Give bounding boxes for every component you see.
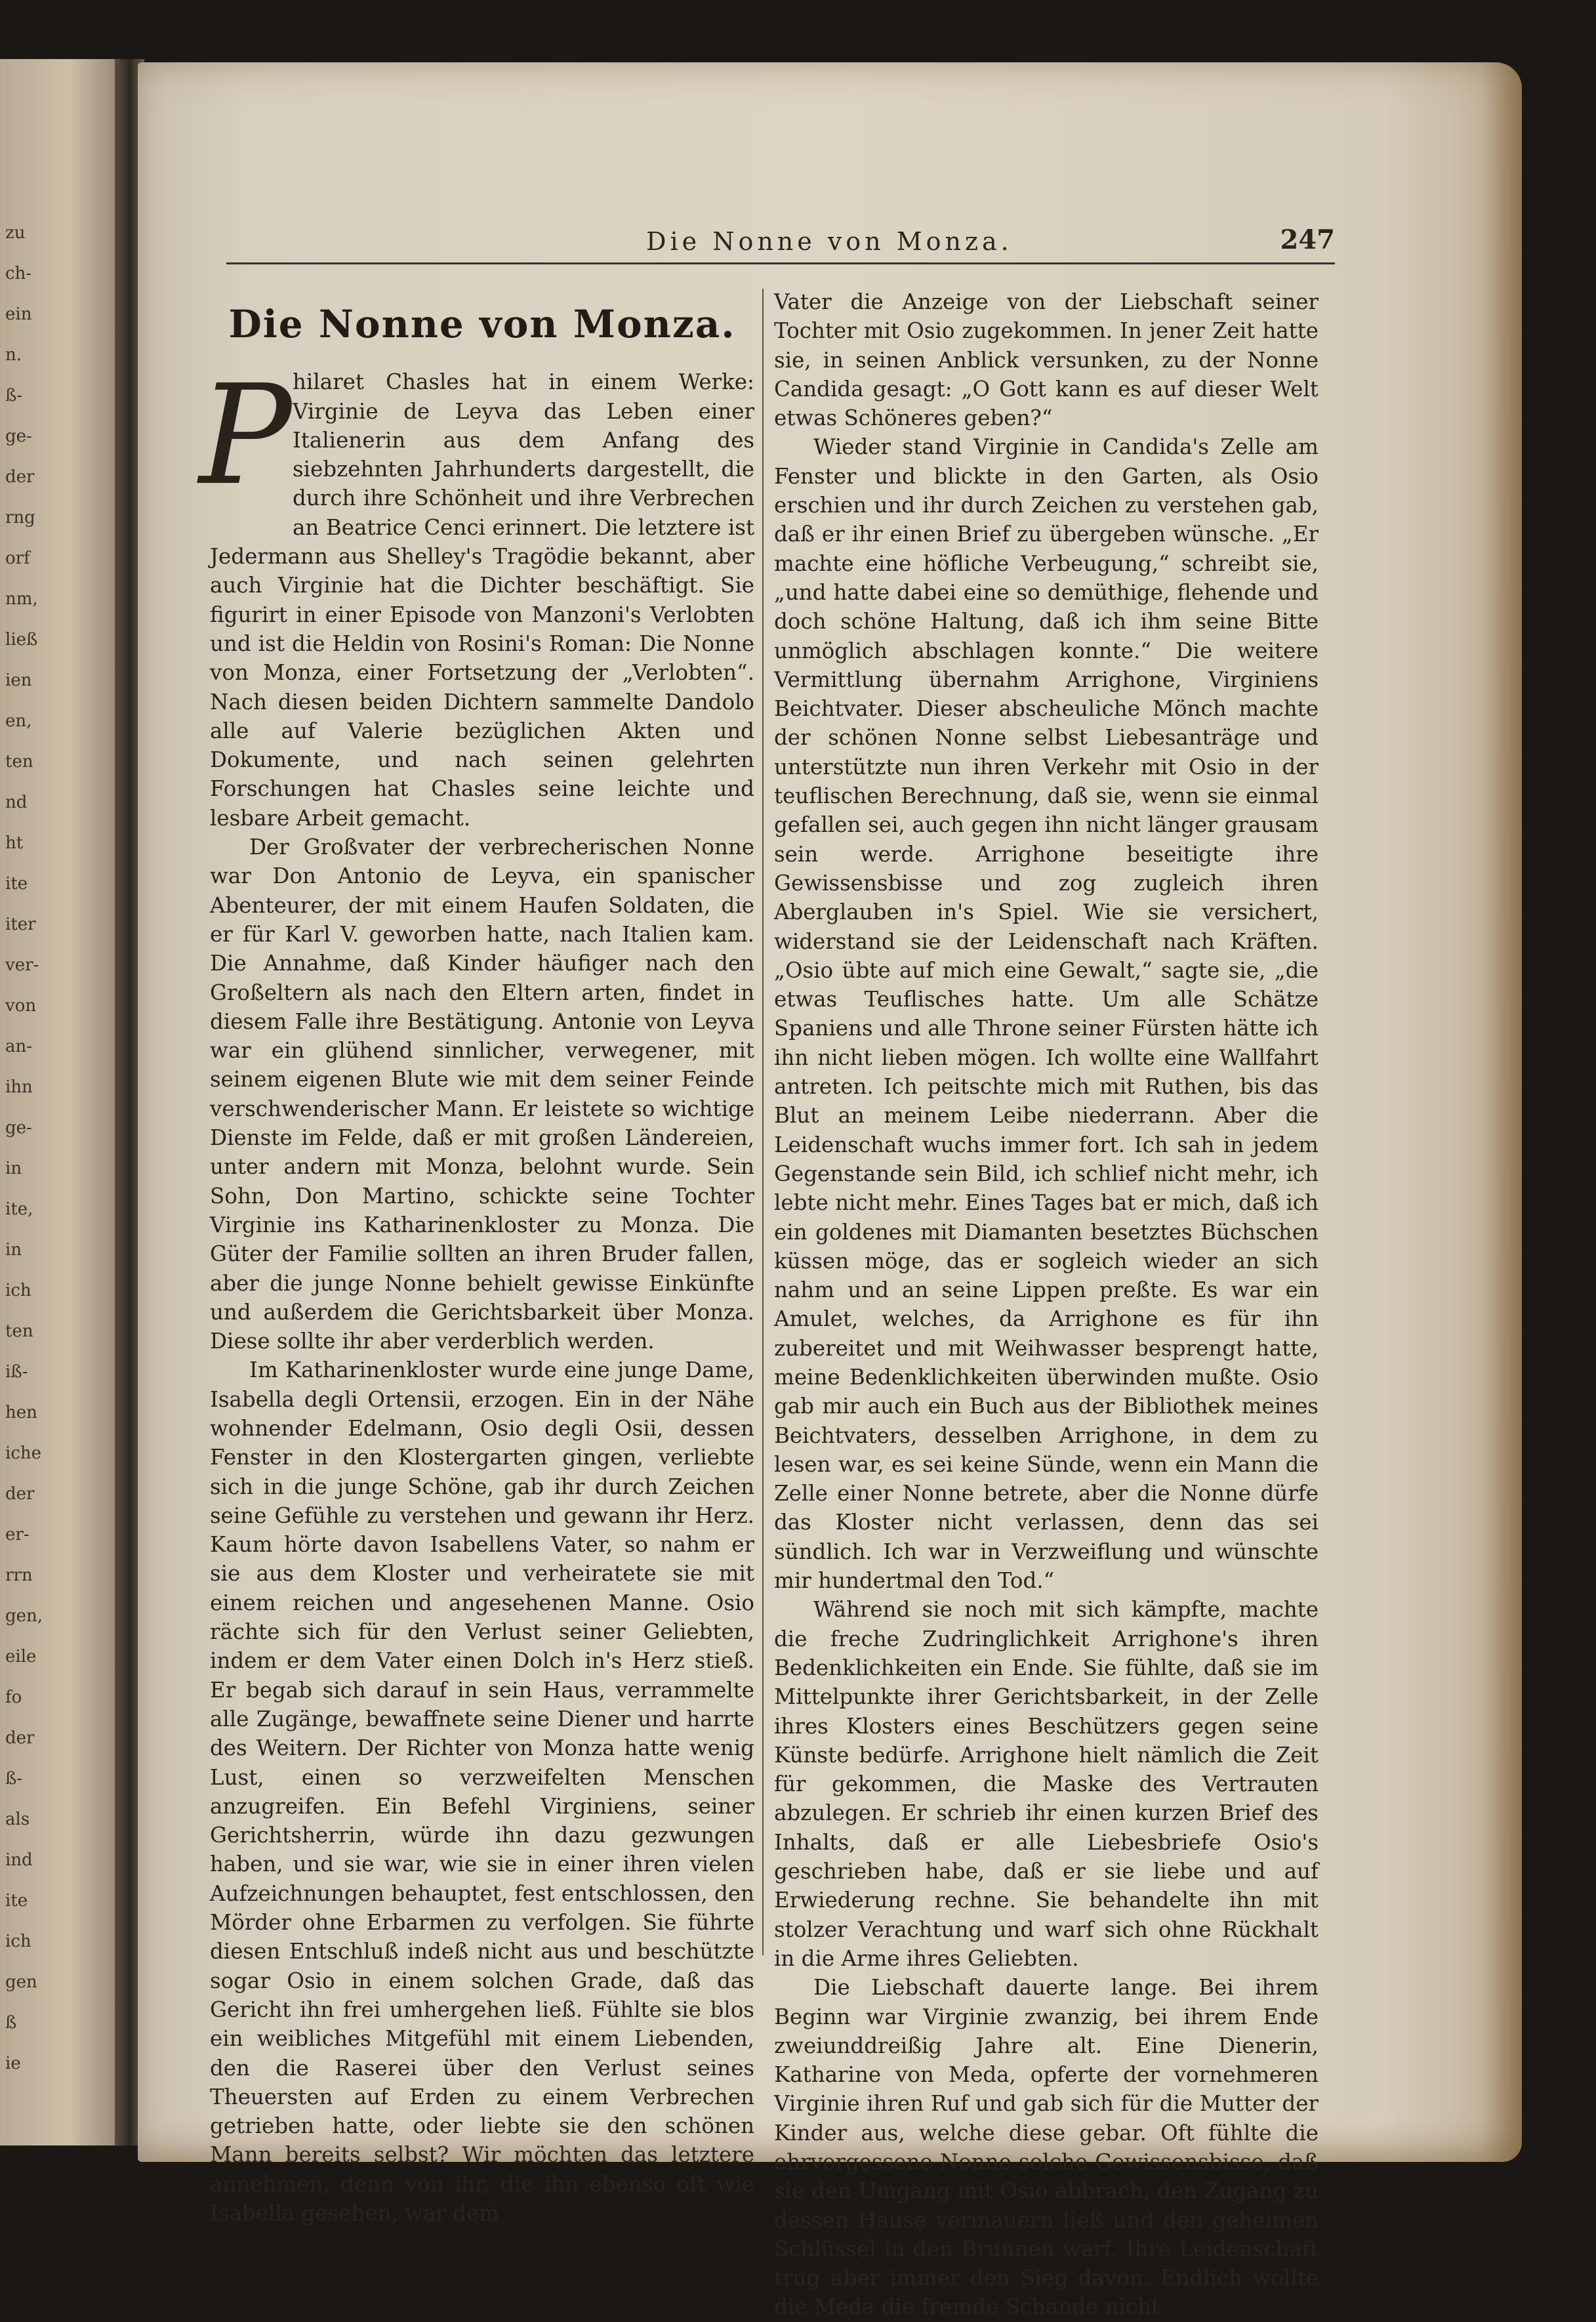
left-page-text-fragment: von xyxy=(5,996,37,1016)
left-page-text-fragment: n. xyxy=(5,345,22,365)
page-edge-shadow xyxy=(1483,62,1522,2162)
left-page-text-fragment: in xyxy=(5,1240,22,1260)
left-page-text-fragment: ich xyxy=(5,1281,31,1300)
left-page-text-fragment: ht xyxy=(5,833,24,853)
left-page-text-fragment: ite xyxy=(5,874,28,894)
left-page-text-fragment: en, xyxy=(5,711,32,731)
running-title: Die Nonne von Monza. xyxy=(646,227,1013,256)
left-page-text-fragment: iter xyxy=(5,915,36,934)
drop-cap-initial: P xyxy=(199,355,292,516)
paragraph: Während sie noch mit sich kämpfte, machte die freche Zudringlichkeit Arrighone's ihren Bedenklichkeiten ein Ende. Sie fühlte, daß sie im Mittelpunkte ihrer Gerichtsbarkeit, in der Zelle ihres Klosters eines Beschützers gegen seine Künste bedürfe. Arrighone hielt nämlich die Zeit für gekommen, die Maske des Vertrauten abzulegen. Er schrieb ihr einen kurzen Brief des Inhalts, daß er alle Liebesbriefe Osio's geschrieben habe, daß er sie liebe und auf Erwiederung rechne. Sie behandelte ihn mit stolzer Verachtung und warf sich ohne Rückhalt in die Arme ihres Geliebten. xyxy=(774,1597,1319,1971)
left-page-text-fragment: gen, xyxy=(5,1606,43,1626)
running-header xyxy=(226,223,1335,264)
page-number: 247 xyxy=(1280,224,1335,255)
left-page-text-fragment: ie xyxy=(5,2054,21,2073)
left-page-text-fragment: ihn xyxy=(5,1077,33,1097)
left-page-text-fragment: ver- xyxy=(5,955,39,975)
left-page-text-fragment: orf xyxy=(5,549,30,568)
left-page-text-fragment: der xyxy=(5,1728,35,1748)
left-page-text-fragment: zu xyxy=(5,223,26,243)
left-column xyxy=(199,269,754,2228)
left-page-text-fragment: gen xyxy=(5,1972,37,1992)
paragraph: Wieder stand Virginie in Candida's Zelle am Fenster und blickte in den Garten, als Osio erschien und ihr durch Zeichen zu verstehen gab, daß er ihr einen Brief zu übergeben wünsche. „Er machte eine höfliche Verbeugung,“ schreibt sie, „und hatte dabei eine so demüthige, flehende und doch schöne Haltung, daß ich ihm seine Bitte unmöglich abschlagen konnte.“ Die weitere Vermittlung übernahm Arrighone, Virginiens Beichtvater. Dieser abscheuliche Mönch machte der schönen Nonne selbst Liebesanträge und unterstützte nun ihren Verkehr mit Osio in der teuflischen Berechnung, daß sie, wenn sie einmal gefallen sei, auch gegen ihn nicht länger grausam sein werde. Arrighone beseitigte ihre Gewissensbisse und zog zugleich ihren Aberglauben in's Spiel. Wie sie versichert, widerstand sie der Leidenschaft nach Kräften. „Osio übte auf mich eine Gewalt,“ sagte sie, „die etwas Teuflisches hatte. Um alle Schätze Spaniens und alle Throne seiner Fürsten hätte ich ihn nicht lieben mögen. Ich wollte eine Wallfahrt antreten. Ich peitschte mich mit Ruthen, bis das Blut an meinem Leibe niederrann. Aber die Leidenschaft wuchs immer fort. Ich sah in jedem Gegenstande sein Bild, ich schlief nicht mehr, ich lebte nicht mehr. Eines Tages bat er mich, daß ich ein goldenes mit Diamanten besetztes Büchschen küssen möge, das er sogleich wieder an sich nahm und an seine Lippen preßte. Es war ein Amulet, welches, da Arrighone es für ihn zubereitet und mit Weihwasser besprengt hatte, meine Bedenklichkeiten überwinden mußte. Osio gab mir auch ein Buch aus der Bibliothek meines Beichtvaters, desselben Arrighone, in dem zu lesen war, es sei keine Sünde, wenn ein Mann die Zelle einer Nonne betrete, aber die Nonne dürfe das Kloster nicht verlassen, denn das sei sündlich. Ich war in Verzweiflung und wünschte mir hundertmal den Tod.“ xyxy=(774,434,1319,1594)
column-divider xyxy=(762,289,764,1955)
left-page-text-fragment: er- xyxy=(5,1525,30,1545)
paragraph: Im Katharinenkloster wurde eine junge Dame, Isabella degli Ortensii, erzogen. Ein in der Nähe wohnender Edelmann, Osio degli Osii, dessen Fenster in den Klostergarten gingen, verliebte sich in die junge Schöne, gab ihr durch Zeichen seine Gefühle zu verstehen und gewann ihr Herz. Kaum hörte davon Isabellens Vater, so nahm er sie aus dem Kloster und verheiratete sie mit einem reichen und angesehenen Manne. Osio rächte sich für den Verlust seiner Geliebten, indem er dem Vater einen Dolch in's Herz stieß. Er begab sich darauf in sein Haus, verrammelte alle Zugänge, bewaffnete seine Diener und harrte des Weitern. Der Richter von Monza hatte wenig Lust, einen so verzweifelten Menschen anzugreifen. Ein Befehl Virginiens, seiner Gerichtsherrin, würde ihn dazu gezwungen haben, und sie war, wie sie in einer ihren vielen Aufzeichnungen behauptet, fest entschlossen, den Mörder ohne Erbarmen zu verfolgen. Sie führte diesen Entschluß indeß nicht aus und beschützte sogar Osio in einem solchen Grade, daß das Gericht ihn frei umhergehen ließ. Fühlte sie blos ein weibliches Mitgefühl mit einem Liebenden, den die Raserei über den Verlust seines Theuersten auf Erden zu einem Verbrechen getrieben hatte, oder liebte sie den schönen Mann bereits selbst? Wir möchten das letztere annehmen, denn von ihr, die ihn ebenso oft wie Isabella gesehen, war dem xyxy=(210,1358,754,2226)
left-page-text-fragment: rng xyxy=(5,508,35,528)
left-page-text-fragment: ß- xyxy=(5,1769,23,1789)
left-page-text-fragment: der xyxy=(5,1484,35,1504)
left-page-text-fragment: ß xyxy=(5,2013,17,2033)
opening-paragraph-block xyxy=(199,355,754,833)
left-page-text-fragment: ite, xyxy=(5,1199,33,1219)
left-page-text-fragment: ich xyxy=(5,1932,31,1951)
article-title: Die Nonne von Monza. xyxy=(228,302,736,346)
left-page-text-fragment: ind xyxy=(5,1850,33,1870)
left-page-text-fragment: als xyxy=(5,1810,30,1829)
left-page-text-fragment: ließ xyxy=(5,630,38,650)
paragraph: Der Großvater der verbrecherischen Nonne war Don Antonio de Leyva, ein spanischer Abenteurer, der mit einem Haufen Soldaten, die er für Karl V. geworben hatte, nach Italien kam. Die Annahme, daß Kinder häufiger nach den Großeltern als nach den Eltern arten, findet in diesem Falle ihre Bestätigung. Antonie von Leyva war ein glühend sinnlicher, verwegener, mit seinem eigenen Blute wie mit dem seiner Feinde verschwenderischer Mann. Er leistete so wichtige Dienste im Felde, daß er mit großen Ländereien, unter andern mit Monza, belohnt wurde. Sein Sohn, Don Martino, schickte seine Tochter Virginie ins Katharinenkloster zu Monza. Die Güter der Familie sollten an ihren Bruder fallen, aber die junge Nonne behielt gewisse Einkünfte und außerdem die Gerichtsbarkeit über Monza. Diese sollte ihr aber verderblich werden. xyxy=(210,835,754,1354)
left-page-text-fragment: ein xyxy=(5,304,32,324)
left-page-text-fragment: der xyxy=(5,467,35,487)
left-page-text-fragment: ß- xyxy=(5,386,23,405)
paragraph: hilaret Chasles hat in einem Werke: Virginie de Leyva das Leben einer Italienerin aus dem Anfang des siebzehnten Jahrhunderts dargestellt, die durch ihre Schönheit und ihre Verbrechen an Beatrice Cenci erinnert. Die letztere ist Jedermann aus Shelley's Tragödie bekannt, aber auch Virginie hat die Dichter beschäftigt. Sie figurirt in einer Episode von Manzoni's Verlobten und ist die Heldin von Rosini's Roman: Die Nonne von Monza, einer Fortsetzung der „Verlobten“. Nach diesen beiden Dichtern sammelte Dandolo alle auf Valerie bezüglichen Akten und Dokumente, und nach seinen gelehrten Forschungen hat Chasles seine leichte und lesbare Arbeit gemacht. xyxy=(210,369,754,831)
right-column xyxy=(774,287,1319,2322)
left-page-text-fragment: nm, xyxy=(5,589,38,609)
left-page-text-fragment: iß- xyxy=(5,1362,28,1382)
left-page-text-fragment: eile xyxy=(5,1647,37,1667)
left-page-text-fragment: hen xyxy=(5,1403,37,1422)
left-page-text-fragment: fo xyxy=(5,1688,22,1707)
left-page-text-fragment: ten xyxy=(5,752,33,772)
left-page-text-fragment: ge- xyxy=(5,426,32,446)
left-page-text-fragment: ien xyxy=(5,671,32,690)
left-page-text-fragment: ten xyxy=(5,1321,33,1341)
left-page-text-fragment: ite xyxy=(5,1891,28,1911)
left-page-edge xyxy=(0,59,115,2146)
paragraph: Die Liebschaft dauerte lange. Bei ihrem Beginn war Virginie zwanzig, bei ihrem Ende zweiunddreißig Jahre alt. Eine Dienerin, Katharine von Meda, opferte der vornehmeren Virginie ihren Ruf und gab sich für die Mutter der Kinder aus, welche diese gebar. Oft fühlte die ehrvergessene Nonne solche Gewissensbisse, daß sie den Umgang mit Osio abbrach, den Zugang zu dessen Hause vermauern ließ und den geheimen Schlüssel in den Brunnen warf. Ihre Leidenschaft trug aber immer den Sieg davon. Endlich wollte die Meda die fremde Schande nicht xyxy=(774,1975,1319,2320)
paragraph: Vater die Anzeige von der Liebschaft seiner Tochter mit Osio zugekommen. In jener Zeit hatte sie, in seinen Anblick versunken, zu der Nonne Candida gesagt: „O Gott kann es auf dieser Welt etwas Schöneres geben?“ xyxy=(774,289,1319,431)
left-page-text-fragment: an- xyxy=(5,1037,33,1056)
left-page-text-fragment: in xyxy=(5,1159,22,1178)
left-page-text-fragment: rrn xyxy=(5,1565,33,1585)
left-page-text-fragment: ge- xyxy=(5,1118,32,1138)
left-page-text-fragment: nd xyxy=(5,793,28,812)
left-page-text-fragment: ch- xyxy=(5,264,32,283)
left-page-text-fragment: iche xyxy=(5,1443,42,1463)
